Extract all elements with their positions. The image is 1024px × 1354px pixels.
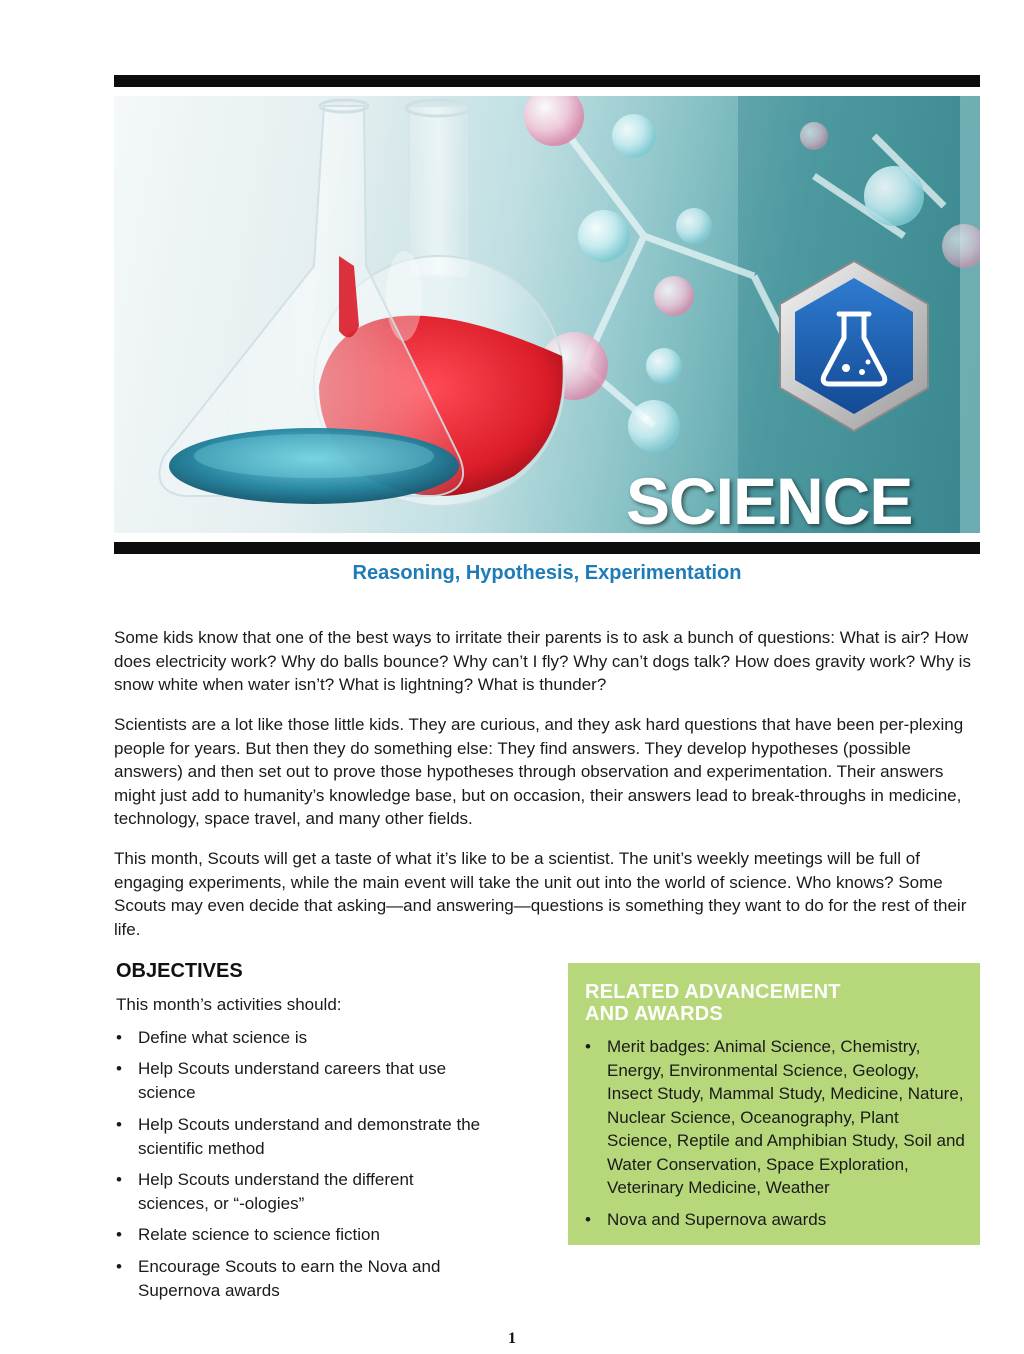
related-awards-box — [568, 963, 980, 1245]
scientists-paragraph: Scientists are a lot like those little kids. They are curious, and they ask hard questions that have been per-plexing people for years. But then they do something else: They find answers. They develop hypotheses (possible answers) and then set out to prove those hypotheses through observation and experimentation. Their answers might just add to humanity’s knowledge base, but on occasion, their answers lead to break-throughs in medicine, technology, space travel, and many other fields. — [114, 715, 964, 828]
objective-item: • Define what science is — [116, 1026, 516, 1050]
objectives-intro: This month’s activities should: — [116, 995, 342, 1014]
awards-heading-line1: RELATED ADVANCEMENT — [585, 981, 841, 1003]
this-month-paragraph: This month, Scouts will get a taste of what it’s like to be a scientist. The unit’s weekly meetings will be full of engaging experiments, while the main event will take the unit out into the world of science. Who knows? Some Scouts may even decide that asking—and answering—questions is something they want to do for the rest of their life. — [114, 849, 967, 939]
awards-heading-line2: AND AWARDS — [585, 1003, 723, 1025]
page-subtitle: Reasoning, Hypothesis, Experimentation — [352, 562, 742, 584]
bottom-rule — [114, 542, 980, 554]
top-rule — [114, 75, 980, 87]
objectives-heading: OBJECTIVES — [116, 960, 243, 982]
objective-item: • Help Scouts understand and demonstrate the scientific method — [116, 1113, 536, 1160]
intro-paragraph: Some kids know that one of the best ways to irritate their parents is to ask a bunch of questions: What is air? How does electricity work? Why do balls bounce? Why can’t I fly? Why can’t dogs talk? How does gravity work? Why is snow white when water isn’t? What is lightning? What is thunder? — [114, 628, 971, 694]
award-item: • Merit badges: Animal Science, Chemistry, Energy, Environmental Science, Geology, Insect Study, Mammal Study, Medicine, Nature, Nuclear Science, Oceanography, Plant Science, Reptile and Amphibian Study, Soil and Water Conservation, Space Exploration, Veterinary Medicine, Weather — [585, 1035, 965, 1200]
awards-heading — [585, 981, 841, 1025]
objective-item: • Help Scouts understand the different sciences, or “-ologies” — [116, 1168, 461, 1215]
page-number: 1 — [508, 1330, 516, 1347]
award-item: • Nova and Supernova awards — [585, 1208, 965, 1232]
objective-item: • Encourage Scouts to earn the Nova and Supernova awards — [116, 1255, 486, 1302]
objective-item: • Help Scouts understand careers that use science — [116, 1057, 461, 1104]
hero-title: SCIENCE — [626, 464, 913, 538]
objective-item: • Relate science to science fiction — [116, 1223, 516, 1247]
